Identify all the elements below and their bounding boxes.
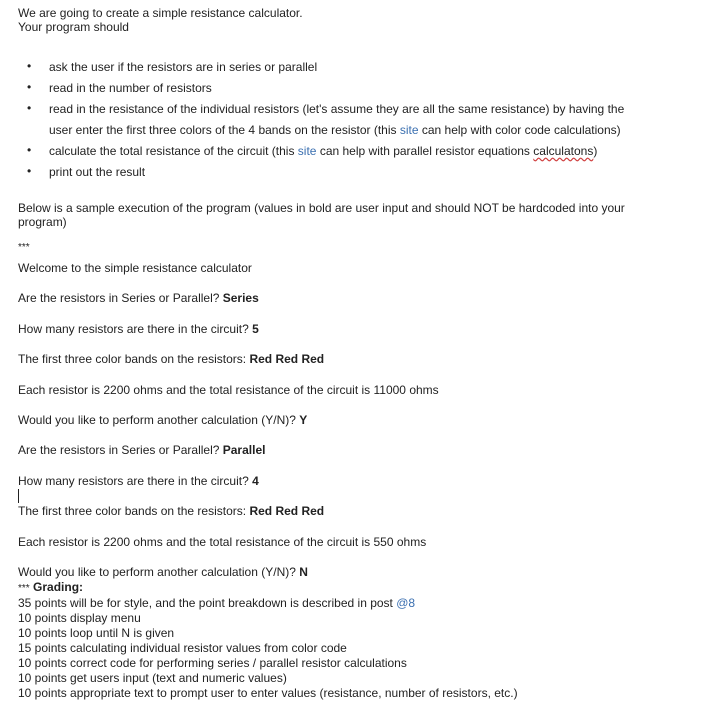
user-input: Parallel [222, 443, 266, 457]
prompt-series-2 [18, 443, 265, 458]
prompt-text: The first three color bands on the resistors: [18, 352, 250, 366]
grading-item: 10 points get users input (text and numeric values) [18, 671, 287, 685]
intro-line-2: Your program should [18, 20, 129, 34]
intro-line-1: We are going to create a simple resistance calculator. [18, 6, 303, 20]
bullet-dot-icon: • [27, 164, 32, 178]
bullet-dot-icon: • [27, 143, 32, 157]
welcome-line: Welcome to the simple resistance calculator [18, 261, 252, 275]
grading-item: 10 points appropriate text to prompt user to enter values (resistance, number of resistors, etc.) [18, 686, 518, 700]
grading-style-line [18, 596, 415, 611]
list-item-text: can help with color code calculations) [418, 123, 621, 137]
bullet-dot-icon: • [27, 80, 32, 94]
post-link[interactable]: @8 [396, 596, 416, 610]
grading-item: 15 points calculating individual resistor values from color code [18, 641, 347, 655]
prompt-series-1 [18, 291, 259, 306]
prompt-text: How many resistors are there in the circuit? [18, 322, 253, 336]
site-link[interactable]: site [297, 144, 317, 158]
grading-item: 10 points display menu [18, 611, 141, 625]
prompt-text: Would you like to perform another calculation (Y/N)? [18, 565, 300, 579]
misspelled-word: calculatons [533, 144, 594, 158]
prompt-colors-1 [18, 352, 324, 367]
list-item-text: ) [593, 144, 598, 158]
user-input: Red Red Red [249, 352, 325, 366]
user-input: Series [222, 291, 259, 305]
list-item-text: can help with parallel resistor equations [316, 144, 534, 158]
list-item: ask the user if the resistors are in series or parallel [49, 60, 318, 74]
prompt-again-2 [18, 565, 308, 580]
separator-stars: *** [18, 242, 30, 253]
prompt-text: Are the resistors in Series or Parallel? [18, 291, 223, 305]
bullet-dot-icon: • [27, 101, 32, 115]
text-cursor [18, 489, 19, 503]
list-item-continuation [49, 123, 621, 138]
grading-heading [18, 580, 83, 596]
prompt-count-1 [18, 322, 259, 337]
list-item [49, 144, 597, 159]
separator-stars: *** [18, 583, 30, 594]
list-item: print out the result [49, 165, 146, 179]
list-item-text: calculate the total resistance of the circuit (this [49, 144, 298, 158]
user-input: Y [299, 413, 308, 427]
result-line-1: Each resistor is 2200 ohms and the total resistance of the circuit is 11000 ohms [18, 383, 439, 397]
prompt-colors-2 [18, 504, 324, 519]
user-input: Red Red Red [249, 504, 325, 518]
user-input: N [299, 565, 308, 579]
prompt-text: How many resistors are there in the circuit? [18, 474, 253, 488]
bullet-dot-icon: • [27, 59, 32, 73]
prompt-text: Are the resistors in Series or Parallel? [18, 443, 223, 457]
list-item: read in the resistance of the individual resistors (let's assume they are all the same resistance) by having the [49, 102, 625, 116]
list-item-text: user enter the first three colors of the 4 bands on the resistor (this [49, 123, 400, 137]
prompt-text: The first three color bands on the resistors: [18, 504, 250, 518]
sample-intro-line-1: Below is a sample execution of the program (values in bold are user input and should NOT be hardcoded into your [18, 201, 625, 215]
prompt-count-2 [18, 474, 259, 489]
grading-title: Grading: [29, 580, 84, 594]
grading-item: 10 points correct code for performing series / parallel resistor calculations [18, 656, 407, 670]
user-input: 5 [252, 322, 259, 336]
grading-item: 10 points loop until N is given [18, 626, 175, 640]
prompt-text: Would you like to perform another calculation (Y/N)? [18, 413, 300, 427]
sample-intro-line-2: program) [18, 215, 67, 229]
result-line-2: Each resistor is 2200 ohms and the total resistance of the circuit is 550 ohms [18, 535, 427, 549]
grading-text: 35 points will be for style, and the point breakdown is described in post [18, 596, 397, 610]
list-item: read in the number of resistors [49, 81, 212, 95]
prompt-again-1 [18, 413, 307, 428]
user-input: 4 [252, 474, 259, 488]
site-link[interactable]: site [399, 123, 419, 137]
